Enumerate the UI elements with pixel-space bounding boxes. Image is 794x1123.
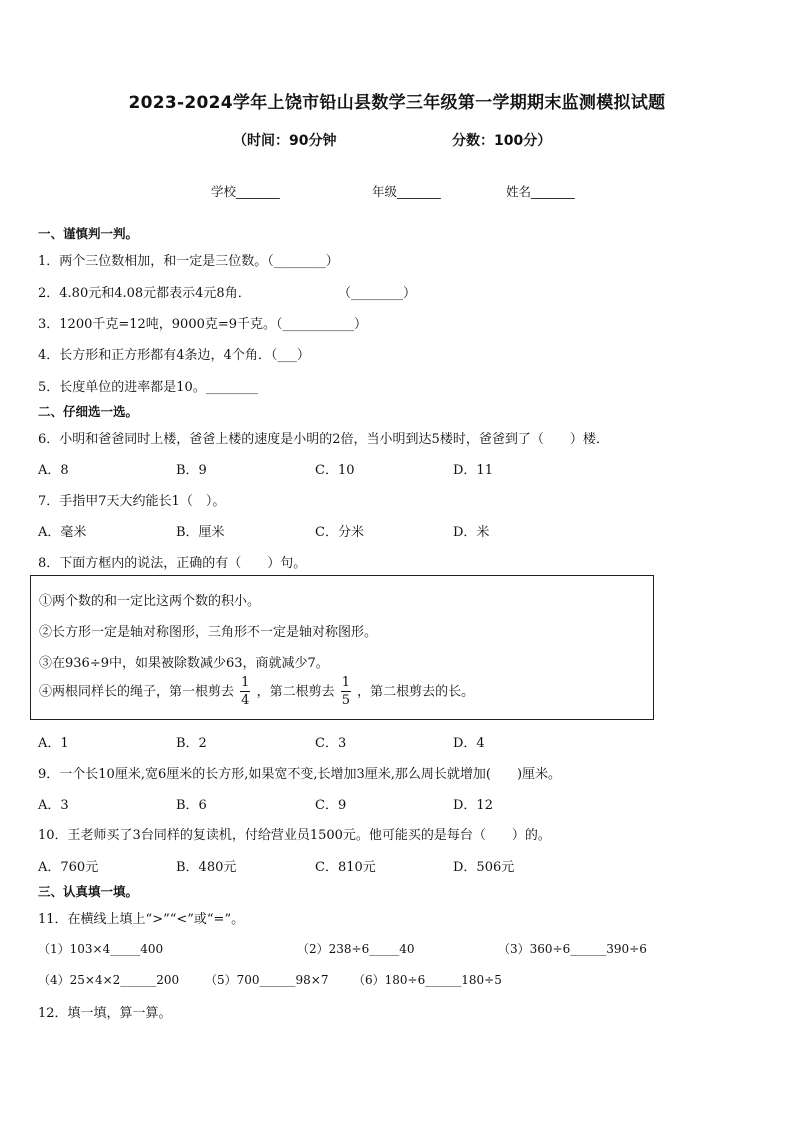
q9-option-a: A．3 [38,798,69,813]
page-title: 2023-2024学年上饶市铅山县数学三年级第一学期期末监测模拟试题 [128,93,666,113]
question-8: 8．下面方框内的说法，正确的有（ ）句。 [38,556,307,571]
q9-option-b: B．6 [176,798,207,813]
q11-item-6: （6）180÷6______180÷5 [353,973,502,987]
statement-1: ①两个数的和一定比这两个数的积小。 [39,594,261,609]
q11-item-3: （3）360÷6______390÷6 [498,942,647,956]
name-field: 姓名_______ [506,184,575,199]
q10-option-c: C．810元 [315,860,376,875]
statement-4-part1: ④两根同样长的绳子，第一根剪去 [39,684,235,700]
q9-option-d: D．12 [453,798,493,813]
exam-score: 分数：100分） [452,133,552,149]
q9-option-c: C．9 [315,798,347,813]
school-field: 学校_______ [211,184,280,199]
q6-option-a: A．8 [38,463,69,478]
q6-option-b: B．9 [176,463,207,478]
q6-option-d: D．11 [453,463,493,478]
q7-option-a: A．毫米 [38,525,87,540]
question-6: 6．小明和爸爸同时上楼，爸爸上楼的速度是小明的2倍，当小明到达5楼时，爸爸到了（ ）楼． [38,432,609,447]
q11-item-5: （5）700______98×7 [205,973,329,987]
question-7: 7．手指甲7天大约能长1（ ）。 [38,494,226,509]
exam-time: （时间：90分钟 [233,133,337,149]
q6-option-c: C．10 [315,463,355,478]
q11-item-1: （1）103×4_____400 [38,942,164,956]
q10-option-d: D．506元 [453,860,515,875]
question-9: 9．一个长10厘米,宽6厘米的长方形,如果宽不变,长增加3厘米,那么周长就增加( )厘米。 [38,767,562,782]
statement-3: ③在936÷9中，如果被除数减少63，商就减少7。 [39,656,329,671]
question-5: 5．长度单位的进率都是10。________ [38,380,258,395]
question-2-blank: （________） [338,286,417,301]
statement-4-part3: ，第二根剪去的长。 [357,684,475,700]
grade-field: 年级_______ [372,184,441,199]
statement-box [30,575,654,720]
q8-option-a: A．1 [38,736,69,751]
fraction-one-quarter: $\frac{1}{4}$ [241,675,250,708]
q7-option-c: C．分米 [315,525,364,540]
statement-2: ②长方形一定是轴对称图形，三角形不一定是轴对称图形。 [39,625,378,640]
q11-item-4: （4）25×4×2______200 [38,973,180,987]
q10-option-b: B．480元 [176,860,237,875]
q8-option-c: C．3 [315,736,347,751]
q8-option-d: D．4 [453,736,485,751]
section-heading-1: 一、谨慎判一判。 [38,226,139,241]
fraction-one-fifth: $\frac{1}{5}$ [341,675,351,708]
section-heading-2: 二、仔细选一选。 [38,404,139,419]
statement-4-part2: ，第二根剪去 [256,684,335,700]
q7-option-d: D．米 [453,525,490,540]
question-4: 4．长方形和正方形都有4条边，4个角．（___） [38,348,310,363]
question-1: 1．两个三位数相加，和一定是三位数。（________） [38,254,339,269]
q11-item-2: （2）238÷6_____40 [297,942,415,956]
question-10: 10．王老师买了3台同样的复读机，付给营业员1500元。他可能买的是每台（ ）的。 [38,828,551,843]
q10-option-a: A．760元 [38,860,99,875]
question-2: 2．4.80元和4.08元都表示4元8角． [38,286,251,301]
question-11: 11．在横线上填上“>”“<”或“=”。 [38,912,245,927]
question-12: 12．填一填，算一算。 [38,1006,172,1021]
question-3: 3．1200千克=12吨，9000克=9千克。（___________） [38,317,368,332]
statement-4 [39,676,474,708]
q7-option-b: B．厘米 [176,525,225,540]
section-heading-3: 三、认真填一填。 [38,884,139,899]
q8-option-b: B．2 [176,736,207,751]
